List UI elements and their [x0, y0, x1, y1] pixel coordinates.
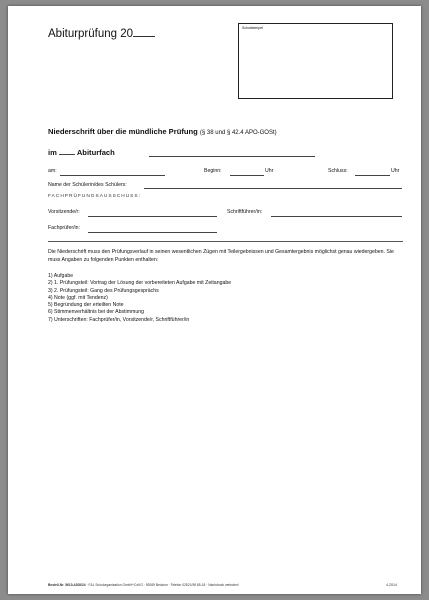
date-field[interactable] — [60, 175, 165, 176]
secretary-field[interactable] — [271, 216, 402, 217]
examiner-field[interactable] — [88, 232, 217, 233]
form-page — [8, 6, 421, 594]
secretary-label: Schriftführer/in: — [227, 209, 263, 215]
publisher-info: · F&L Schulorganisation GmbH+CoKG · 59269 Beckum · Telefon 02521/98 85-18 · Nachdruck verboten! — [85, 583, 239, 587]
footer-date: 4.2014 — [386, 583, 397, 587]
subject-number-blank[interactable] — [59, 147, 75, 155]
school-stamp-label: Schulstempel — [242, 26, 264, 30]
start-time-field[interactable] — [230, 175, 264, 176]
subject-line-label — [48, 147, 115, 157]
heading-text: Niederschrift über die mündliche Prüfung — [48, 127, 198, 136]
am-label: am: — [48, 168, 57, 174]
list-item: 4) Note (ggf. mit Tendenz) — [48, 294, 108, 301]
student-name-field[interactable] — [144, 188, 402, 189]
list-item: 6) Stimmenverhältnis bei der Abstimmung — [48, 309, 145, 316]
list-item: 3) 2. Prüfungsteil: Gang des Prüfungsgesprächs — [48, 287, 159, 294]
order-number: Bestell-Nr. 5610-4208/24 — [48, 583, 86, 587]
section-divider — [48, 241, 403, 242]
footer-info — [48, 583, 239, 587]
subject-name-field[interactable] — [149, 156, 315, 157]
form-title — [48, 26, 155, 40]
end-time-field[interactable] — [355, 175, 390, 176]
list-item: 5) Begründung der erteilten Note — [48, 302, 124, 309]
uhr-label-start: Uhr — [265, 168, 274, 174]
uhr-label-end: Uhr — [391, 168, 400, 174]
required-items-list — [48, 273, 231, 324]
chair-label: Vorsitzende/r: — [48, 209, 80, 215]
heading-reference: (§ 38 und § 42.4 APO-GOSt) — [199, 130, 277, 136]
beginn-label: Beginn: — [204, 168, 222, 174]
student-name-label: Name der Schülerin/des Schülers: — [48, 182, 127, 188]
subject-fach: Abiturfach — [76, 148, 115, 157]
year-blank[interactable] — [133, 26, 155, 37]
committee-heading: FACHPRÜFUNGSAUSSCHUSS: — [48, 194, 141, 199]
examiner-label: Fachprüfer/in: — [48, 225, 81, 231]
list-item: 1) Aufgabe — [48, 273, 74, 279]
subject-im: im — [48, 148, 57, 157]
form-heading — [48, 127, 277, 136]
school-stamp-box — [238, 23, 393, 99]
list-item: 2) 1. Prüfungsteil: Vortrag der Lösung der vorbereiteten Aufgabe mit Zeitangabe — [48, 280, 232, 287]
instructions-text: Die Niederschrift muss den Prüfungsverlauf in seinen wesentlichen Zügen mit Teilergebnissen und Gesamtergebnis möglichst genau wiedergeben. Sie muss Angaben zu folgenden Punkten enthalten: — [48, 249, 394, 263]
chair-field[interactable] — [88, 216, 217, 217]
list-item: 7) Unterschriften: Fachprüfer/in, Vorsitzende/r, Schriftführer/in — [48, 316, 190, 323]
form-title-text: Abiturprüfung 20 — [48, 28, 134, 40]
schluss-label: Schluss: — [328, 168, 348, 174]
